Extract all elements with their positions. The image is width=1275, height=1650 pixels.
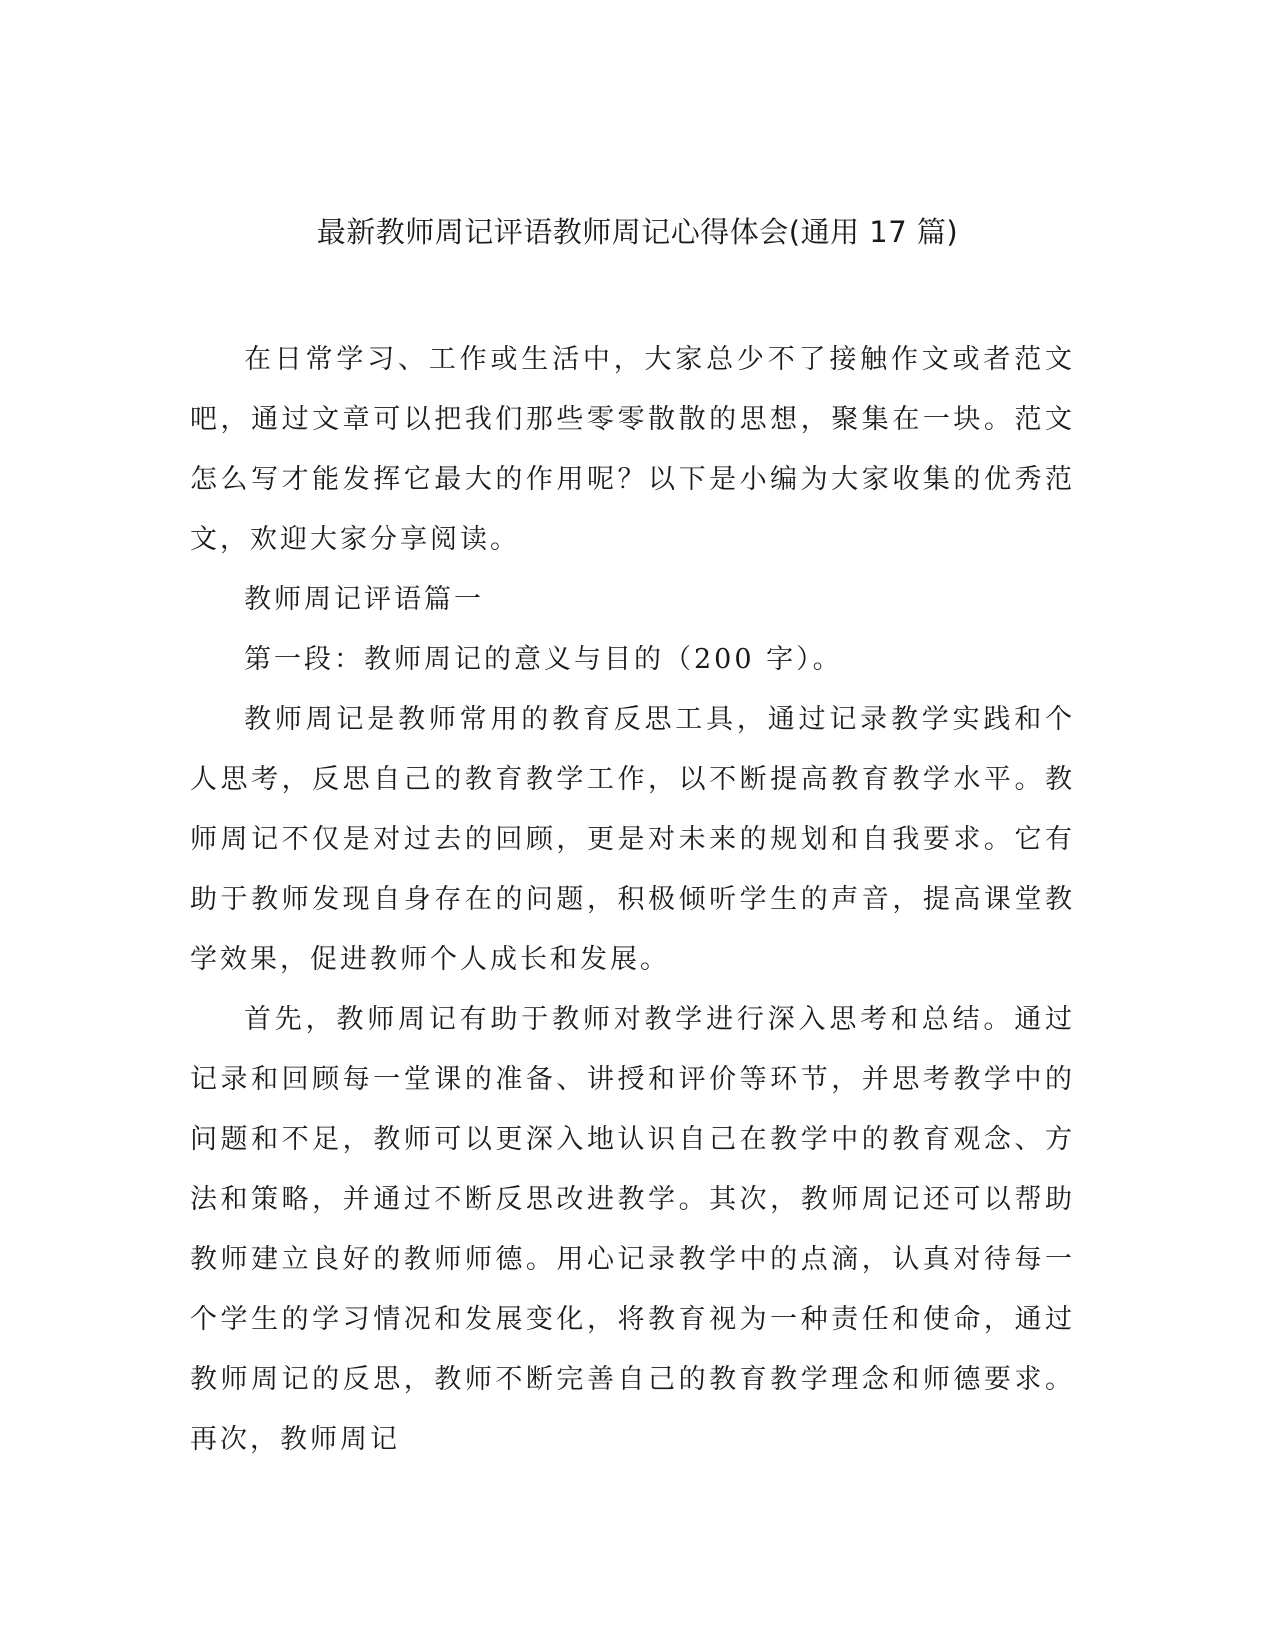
document-title: 最新教师周记评语教师周记心得体会(通用 17 篇)	[316, 215, 959, 249]
intro-paragraph: 在日常学习、工作或生活中，大家总少不了接触作文或者范文吧，通过文章可以把我们那些零零散散的思想，聚集在一块。范文怎么写才能发挥它最大的作用呢？以下是小编为大家收集的优秀范文，欢迎大家分享阅读。	[190, 344, 1075, 555]
document-body	[190, 330, 1075, 1470]
section-heading: 教师周记评语篇一	[244, 584, 484, 615]
subsection-heading: 第一段：教师周记的意义与目的（200 字）。	[244, 644, 843, 675]
body-paragraph: 首先，教师周记有助于教师对教学进行深入思考和总结。通过记录和回顾每一堂课的准备、讲授和评价等环节，并思考教学中的问题和不足，教师可以更深入地认识自己在教学中的教育观念、方法和策略，并通过不断反思改进教学。其次，教师周记还可以帮助教师建立良好的教师师德。用心记录教学中的点滴，认真对待每一个学生的学习情况和发展变化，将教育视为一种责任和使命，通过教师周记的反思，教师不断完善自己的教育教学理念和师德要求。再次，教师周记	[190, 1004, 1075, 1455]
body-paragraph: 教师周记是教师常用的教育反思工具，通过记录教学实践和个人思考，反思自己的教育教学工作，以不断提高教育教学水平。教师周记不仅是对过去的回顾，更是对未来的规划和自我要求。它有助于教师发现自身存在的问题，积极倾听学生的声音，提高课堂教学效果，促进教师个人成长和发展。	[190, 704, 1075, 975]
